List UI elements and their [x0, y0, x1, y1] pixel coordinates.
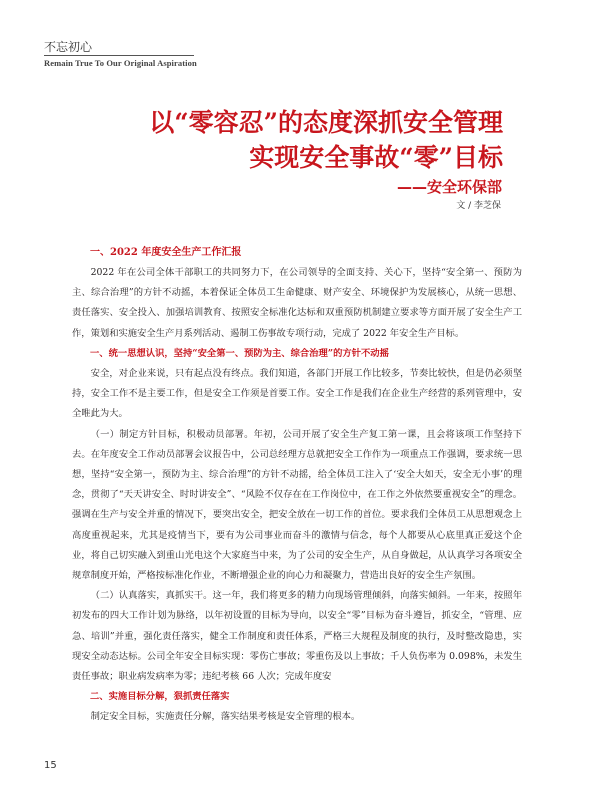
section-header-title: 不忘初心: [44, 40, 93, 54]
paragraph-3: （一）制定方针目标，积极动员部署。年初，公司开展了安全生产复工第一课，且会将该项工作坚持下去。在年度安全工作动员部署会议报告中，公司总经理方总就把安全工作作为一项重点工作强调，要求统一思想，坚持“安全第一，预防为主、综合治理”的方针不动摇，给全体员工注入了‘安全大如天，安全无小事’的理念，贯彻了“天天讲安全、时时讲安全”、“风险不仅存在在工作岗位中，在工作之外依然要重视安全”的理念。强调在生产与安全并重的情况下，要突出安全，把安全放在一切工作的首位。要求我们全体员工从思想观念上高度重视起来，尤其是疫情当下，要有为公司事业而奋斗的激情与信念，每个人都要从心底里真正爱这个企业，将自己切实融入到重山光电这个大家庭当中来，为了公司的安全生产，从自身做起，从认真学习各项安全规章制度开始，严格按标准化作业，不断增强企业的向心力和凝聚力，营造出良好的安全生产氛围。: [72, 428, 522, 582]
sub-heading-2: 二、实施目标分解，狠抓责任落实: [90, 691, 230, 703]
article-department: ——安全环保部: [396, 178, 502, 196]
article-author: 文 / 李芝保: [456, 201, 501, 211]
paragraph-2: 安全，对企业来说，只有起点没有终点。我们知道，各部门开展工作比较多，节奏比较快，但是仍必须坚持，安全工作不是主要工作，但是安全工作须是首要工作。安全工作是我们在企业生产经营的系列管理中，安全唯此为大。: [72, 368, 522, 420]
paragraph-4: （二）认真落实，真抓实干。这一年，我们将更多的精力向现场管理倾斜，向落实倾斜。一年来，按照年初发布的四大工作计划为脉络，以年初设置的目标为导向，以安全“零”目标为奋斗遵旨，抓安全，“管理、应急、培训”并重，强化责任落实，健全工作制度和责任体系，严格三大规程及制度的执行，及时整改隐患，实现安全动态达标。公司全年安全目标实现：零伤亡事故；零重伤及以上事故；千人负伤率为 0.098%，未发生责任事故；职业病发病率为零；违纪考核 66 人次；完成年度安: [72, 590, 522, 683]
paragraph-5: 制定安全目标，实施责任分解，落实结果考核是安全管理的根本。: [90, 711, 361, 723]
sub-heading-1: 一、统一思想认识，坚持“安全第一、预防为主、综合治理”的方针不动摇: [90, 347, 389, 359]
article-title-line-2: 实现安全事故“零”目标: [249, 143, 503, 172]
page-number: 15: [44, 760, 57, 771]
article-body: [72, 243, 522, 728]
section-header-subtitle: Remain True To Our Original Aspiration: [44, 58, 197, 68]
header-divider: [44, 55, 194, 56]
article-title-line-1: 以“零容忍”的态度深抓安全管理: [149, 108, 503, 137]
section-heading-1: 一、2022 年度安全生产工作汇报: [90, 247, 242, 258]
paragraph-1: 2022 年在公司全体干部职工的共同努力下，在公司领导的全面支持、关心下，坚持“安全第一、预防为主、综合治理”的方针不动摇，本着保证全体员工生命健康、财产安全、环境保护为发展核心，从统一思想、责任落实、安全投入、加强培训教育、按照安全标准化达标和双重预防机制建立要求等方面开展了安全生产工作，策划和实施安全生产月系列活动、遏制工伤事故专项行动，完成了 2022 年安全生产目标。: [72, 267, 522, 339]
